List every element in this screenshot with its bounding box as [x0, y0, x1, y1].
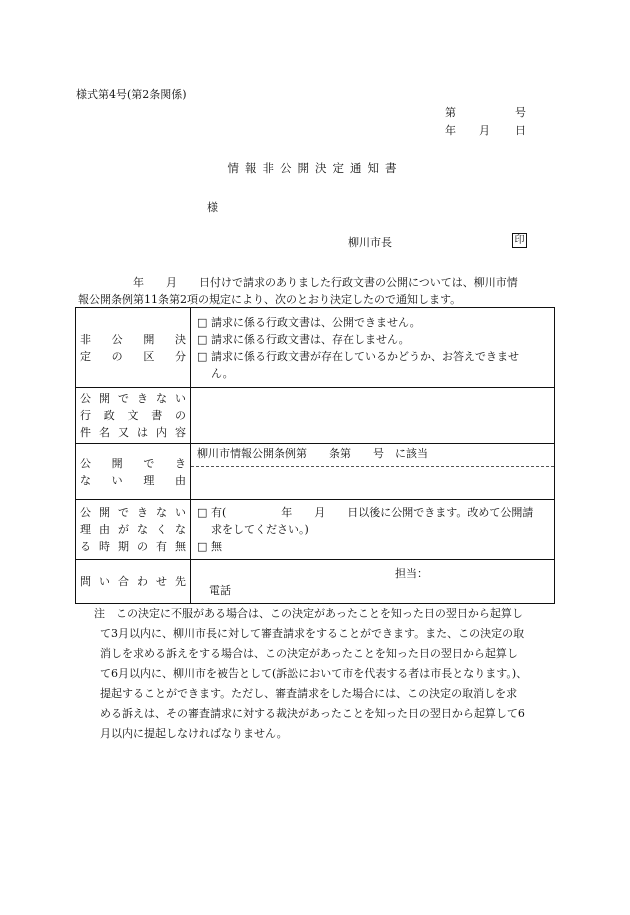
date-year-label: 年 — [445, 124, 456, 137]
reason-label-line2: な い 理 由 — [80, 473, 186, 487]
checkbox-icon[interactable]: □ — [197, 332, 208, 346]
addressee-suffix: 様 — [207, 201, 218, 214]
contact-label — [76, 560, 191, 604]
decision-table — [75, 307, 555, 604]
date-day-label: 日 — [515, 124, 526, 137]
disclosure-time-label-line1: 公開できない — [80, 506, 186, 519]
document-name-label — [76, 388, 191, 444]
option-3-continuation: ん。 — [211, 366, 234, 380]
note-line-1: 注 この決定に不服がある場合は、この決定があったことを知った日の翌日から起算し — [94, 607, 523, 620]
checkbox-icon[interactable]: □ — [197, 349, 208, 363]
intro-year: 年 — [133, 276, 144, 289]
option-text: 請求に係る行政文書は、公開できません。 — [211, 315, 421, 329]
row-document-name — [76, 388, 555, 444]
disclosure-time-label-line3: る時期の有無 — [80, 540, 186, 553]
doc-number-suffix: 号 — [515, 106, 526, 119]
document-name-field[interactable] — [191, 388, 555, 444]
note-line-4: て6月以内に、柳川市を被告として(訴訟において市を代表する者は市長となります。)、 — [100, 667, 528, 680]
decision-option-1[interactable] — [197, 314, 548, 331]
option-text: 請求に係る行政文書が存在しているかどうか、お答えできませ — [211, 349, 519, 363]
disclosure-option-yes-continuation: 求をしてください。) — [211, 523, 309, 536]
checkbox-icon[interactable]: □ — [197, 315, 208, 329]
row-contact — [76, 560, 555, 604]
note-line-3: 消しを求める訴えをする場合は、この決定があったことを知った日の翌日から起算し — [100, 647, 518, 660]
decision-label-line2: 定 の 区 分 — [80, 349, 186, 363]
decision-label-line1: 非 公 開 決 — [80, 332, 186, 346]
form-number: 様式第4号(第2条関係) — [76, 88, 187, 101]
disclosure-option-yes[interactable] — [197, 504, 548, 521]
checkbox-icon[interactable]: □ — [197, 540, 208, 553]
contact-label-text: 問い合わせ先 — [80, 575, 186, 588]
note-line-2: て3月以内に、柳川市長に対して審査請求をすることができます。また、この決定の取 — [100, 627, 525, 640]
doc-number-label: 第 — [445, 106, 456, 119]
option-text: 有( 年 月 日以後に公開できます。改めて公開請 — [211, 506, 534, 519]
decision-option-3[interactable] — [197, 348, 548, 365]
checkbox-icon[interactable]: □ — [197, 506, 208, 519]
contact-person-label: 担当： — [395, 566, 428, 580]
decision-options — [191, 308, 555, 388]
row-reason — [76, 444, 555, 500]
date-month-label: 月 — [479, 124, 490, 137]
intro-line-1 — [133, 274, 518, 290]
seal-mark: 印 — [512, 233, 527, 248]
reason-label-line1: 公 開 で き — [80, 456, 186, 470]
contact-phone-label: 電話 — [209, 583, 231, 597]
option-text: 無 — [211, 540, 222, 553]
reason-label — [76, 444, 191, 500]
document-title: 情報非公開決定通知書 — [227, 161, 403, 175]
row-disclosure-time — [76, 500, 555, 560]
row-decision — [76, 308, 555, 388]
reason-field[interactable] — [191, 444, 555, 500]
document-name-label-line2: 行政文書の — [80, 409, 186, 422]
note-line-6: める訴えは、その審査請求に対する裁決があったことを知った日の翌日から起算して6 — [100, 707, 525, 720]
contact-field — [191, 560, 555, 604]
sender-name: 柳川市長 — [348, 236, 392, 249]
note-line-5: 提起することができます。ただし、審査請求をした場合には、この決定の取消しを求 — [100, 687, 518, 700]
reason-extra-field[interactable] — [191, 467, 554, 499]
disclosure-time-label — [76, 500, 191, 560]
reason-text: 柳川市情報公開条例第 条第 号 に該当 — [191, 444, 554, 467]
disclosure-option-no[interactable] — [197, 538, 548, 555]
intro-month: 月 — [166, 276, 177, 289]
option-text: 請求に係る行政文書は、存在しません。 — [211, 332, 410, 346]
decision-label — [76, 308, 191, 388]
disclosure-time-options — [191, 500, 555, 560]
intro-line-2: 報公開条例第11条第2項の規定により、次のとおり決定したので通知します。 — [78, 293, 462, 306]
document-name-label-line3: 件名又は内容 — [80, 426, 186, 439]
note-line-7: 月以内に提起しなければなりません。 — [100, 727, 288, 740]
intro-rest: 日付けで請求のありました行政文書の公開については、柳川市情 — [199, 276, 518, 289]
decision-option-2[interactable] — [197, 331, 548, 348]
disclosure-time-label-line2: 理由がなくな — [80, 523, 186, 536]
document-name-label-line1: 公開できない — [80, 392, 186, 405]
